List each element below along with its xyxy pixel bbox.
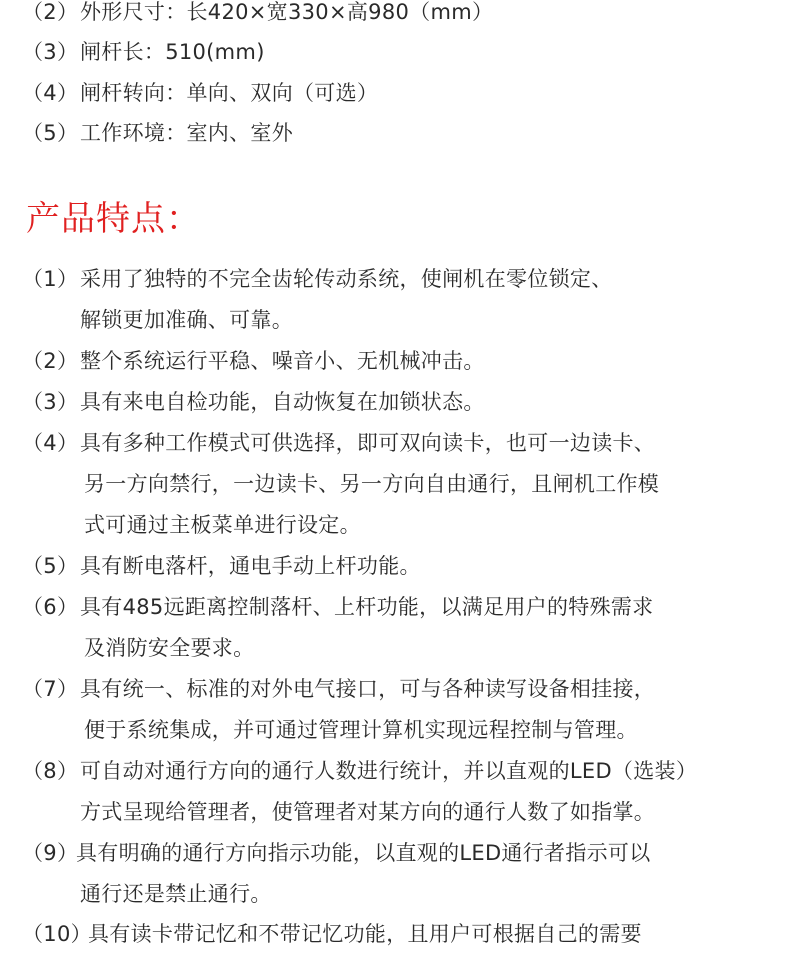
feature-text: 便于系统集成，并可通过管理计算机实现远程控制与管理。 [84, 718, 638, 742]
spec-number: （4） [22, 81, 79, 105]
feature-number: （7） [22, 677, 79, 701]
feature-text: 解锁更加准确、可靠。 [80, 308, 293, 332]
features-heading: 产品特点： [26, 199, 201, 239]
feature-number: （8） [22, 759, 79, 783]
feature-text: 具有明确的通行方向指示功能，以直观的LED通行者指示可以 [76, 841, 651, 865]
feature-number: （6） [22, 595, 79, 619]
feature-text: 采用了独特的不完全齿轮传动系统，使闸机在零位锁定、 [80, 267, 613, 291]
spec-number: （5） [22, 121, 79, 145]
feature-number: （4） [22, 431, 79, 455]
feature-text: 具有多种工作模式可供选择，即可双向读卡，也可一边读卡、 [80, 431, 656, 455]
feature-number: （3） [22, 390, 79, 414]
feature-number: （2） [22, 349, 79, 373]
feature-text: 具有读卡带记忆和不带记忆功能，且用户可根据自己的需要 [88, 922, 642, 946]
feature-text: 及消防安全要求。 [84, 636, 255, 660]
feature-text: 具有来电自检功能，自动恢复在加锁状态。 [80, 390, 485, 414]
feature-text: 具有统一、标准的对外电气接口，可与各种读写设备相挂接， [80, 677, 656, 701]
feature-text: 方式呈现给管理者，使管理者对某方向的通行人数了如指掌。 [80, 800, 656, 824]
spec-number: （3） [22, 40, 79, 64]
feature-text: 通行还是禁止通行。 [80, 882, 272, 906]
feature-text: 整个系统运行平稳、噪音小、无机械冲击。 [80, 349, 485, 373]
spec-text: 闸杆转向：单向、双向（可选） [80, 81, 379, 105]
feature-text: 具有485远距离控制落杆、上杆功能，以满足用户的特殊需求 [80, 595, 654, 619]
spec-text: 闸杆长：510(mm) [80, 40, 265, 64]
feature-number: （9） [22, 841, 79, 865]
feature-number: （5） [22, 554, 79, 578]
feature-number: （10） [22, 922, 92, 946]
spec-number: （2） [22, 0, 79, 24]
feature-number: （1） [22, 267, 79, 291]
feature-text: 式可通过主板菜单进行设定。 [84, 513, 361, 537]
spec-text: 外形尺寸：长420×宽330×高980（mm） [80, 0, 494, 24]
feature-text: 可自动对通行方向的通行人数进行统计，并以直观的LED（选装） [80, 759, 698, 783]
feature-text: 具有断电落杆，通电手动上杆功能。 [80, 554, 421, 578]
feature-text: 另一方向禁行，一边读卡、另一方向自由通行，且闸机工作模 [84, 472, 660, 496]
spec-text: 工作环境：室内、室外 [80, 121, 293, 145]
